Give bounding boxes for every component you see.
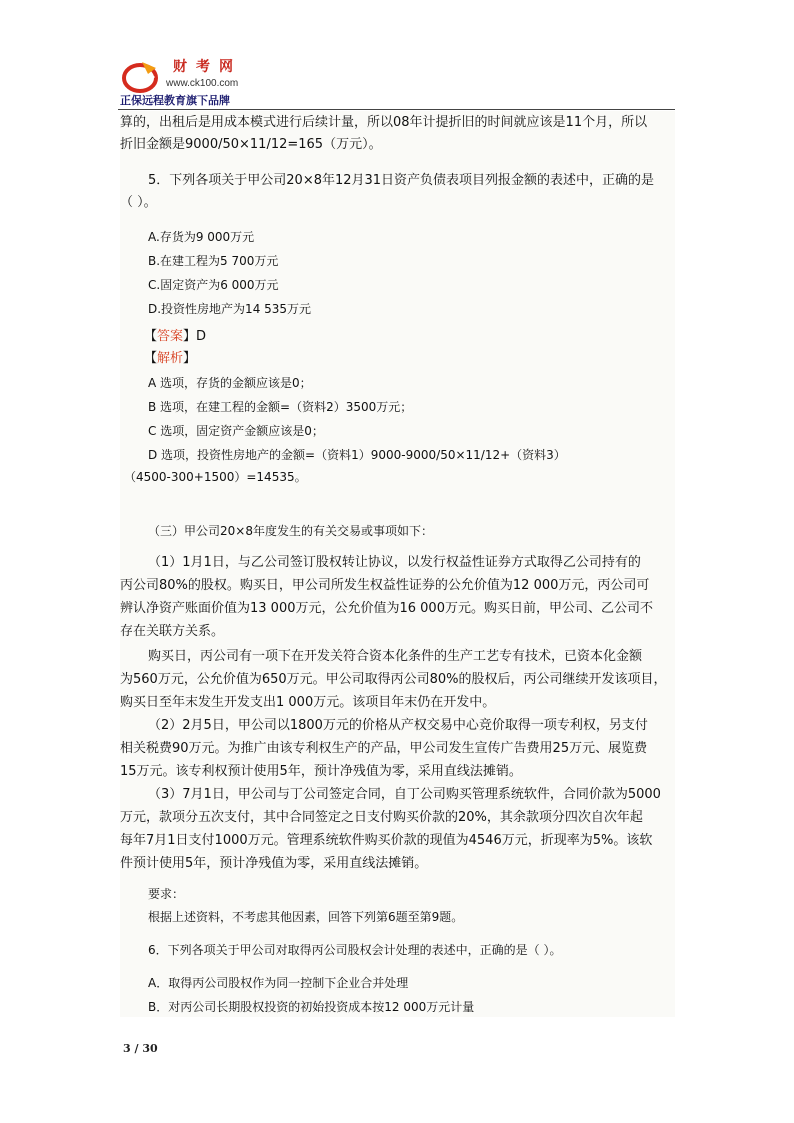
text-line: 件预计使用5年，预计净残值为零，采用直线法摊销。 bbox=[120, 856, 428, 871]
section-heading: （三）甲公司20×8年度发生的有关交易或事项如下： bbox=[148, 524, 433, 538]
answer-line bbox=[144, 329, 206, 345]
page-number: 3 / 30 bbox=[123, 1042, 158, 1055]
text-line: （ ）。 bbox=[120, 195, 157, 210]
text-line: 丙公司80%的股权。购买日，甲公司所发生权益性证券的公允价值为12 000万元，丙公司可 bbox=[120, 578, 650, 593]
site-name: 财考网 bbox=[173, 59, 242, 75]
text-line: （2）2月5日，甲公司以1800万元的价格从产权交易中心竞价取得一项专利权，另支付 bbox=[148, 718, 648, 733]
option-b: B.在建工程为5 700万元 bbox=[148, 254, 279, 268]
text-line: 相关税费90万元。为推广由该专利权生产的产品，甲公司发生宣传广告费用25万元、展览费 bbox=[120, 741, 648, 756]
analysis-d: D 选项，投资性房地产的金额=（资料1）9000-9000/50×11/12+（资料3） bbox=[148, 448, 566, 462]
text-line: （1）1月1日，与乙公司签订股权转让协议，以发行权益性证券方式取得乙公司持有的 bbox=[148, 555, 641, 570]
text-line: 存在关联方关系。 bbox=[120, 624, 225, 639]
analysis-a: A 选项，存货的金额应该是0； bbox=[148, 376, 312, 390]
text-line: （3）7月1日，甲公司与丁公司签定合同，自丁公司购买管理系统软件，合同价款为5000 bbox=[148, 787, 661, 802]
text-line: 折旧金额是9000/50×11/12=165（万元）。 bbox=[120, 137, 382, 152]
analysis-label: 解析 bbox=[157, 351, 184, 366]
option-a: A.存货为9 000万元 bbox=[148, 230, 255, 244]
requirement-label: 要求： bbox=[148, 887, 185, 901]
answer-value: 】D bbox=[183, 329, 207, 344]
question-6-stem: 6．下列各项关于甲公司对取得丙公司股权会计处理的表述中，正确的是（ ）。 bbox=[148, 943, 562, 957]
q6-option-b: B．对丙公司长期股权投资的初始投资成本按12 000万元计量 bbox=[148, 1000, 475, 1014]
text-line: 15万元。该专利权预计使用5年，预计净残值为零，采用直线法摊销。 bbox=[120, 764, 522, 779]
analysis-b: B 选项，在建工程的金额=（资料2）3500万元； bbox=[148, 400, 413, 414]
analysis-bracket-close: 】 bbox=[183, 351, 197, 366]
text-line: 购买日，丙公司有一项下在开发关符合资本化条件的生产工艺专有技术，已资本化金额 bbox=[148, 649, 643, 664]
header-divider bbox=[118, 109, 675, 110]
answer-label: 答案 bbox=[157, 329, 184, 344]
text-line: 辨认净资产账面价值为13 000万元，公允价值为16 000万元。购买日前，甲公司、乙公司不 bbox=[120, 601, 653, 616]
content-area bbox=[120, 111, 675, 1017]
analysis-d-cont: （4500-300+1500）=14535。 bbox=[124, 470, 307, 484]
analysis-line bbox=[144, 351, 196, 367]
text-line: 算的，出租后是用成本模式进行后续计量，所以08年计提折旧的时间就应该是11个月，所以 bbox=[120, 115, 648, 130]
requirement-text: 根据上述资料，不考虑其他因素，回答下列第6题至第9题。 bbox=[148, 910, 464, 924]
page-header bbox=[118, 50, 678, 110]
analysis-c: C 选项，固定资产金额应该是0； bbox=[148, 424, 324, 438]
text-line: 为560万元，公允价值为650万元。甲公司取得丙公司80%的股权后，丙公司继续开发该项目， bbox=[120, 672, 667, 687]
answer-bracket: 【 bbox=[144, 329, 158, 344]
text-line: 万元，款项分五次支付，其中合同签定之日支付购买价款的20%，其余款项分四次自次年起 bbox=[120, 810, 643, 825]
option-c: C.固定资产为6 000万元 bbox=[148, 278, 279, 292]
site-slogan: 正保远程教育旗下品牌 bbox=[120, 94, 230, 107]
analysis-bracket: 【 bbox=[144, 351, 158, 366]
q6-option-a: A．取得丙公司股权作为同一控制下企业合并处理 bbox=[148, 976, 409, 990]
text-line: 每年7月1日支付1000万元。管理系统软件购买价款的现值为4546万元，折现率为5%。该软 bbox=[120, 833, 653, 848]
question-5-stem: 5．下列各项关于甲公司20×8年12月31日资产负债表项目列报金额的表述中，正确的是 bbox=[148, 173, 655, 188]
logo-icon bbox=[122, 58, 162, 94]
option-d: D.投资性房地产为14 535万元 bbox=[148, 302, 312, 316]
text-line: 购买日至年末发生开发支出1 000万元。该项目年末仍在开发中。 bbox=[120, 695, 496, 710]
site-url: www.ck100.com bbox=[166, 78, 239, 89]
